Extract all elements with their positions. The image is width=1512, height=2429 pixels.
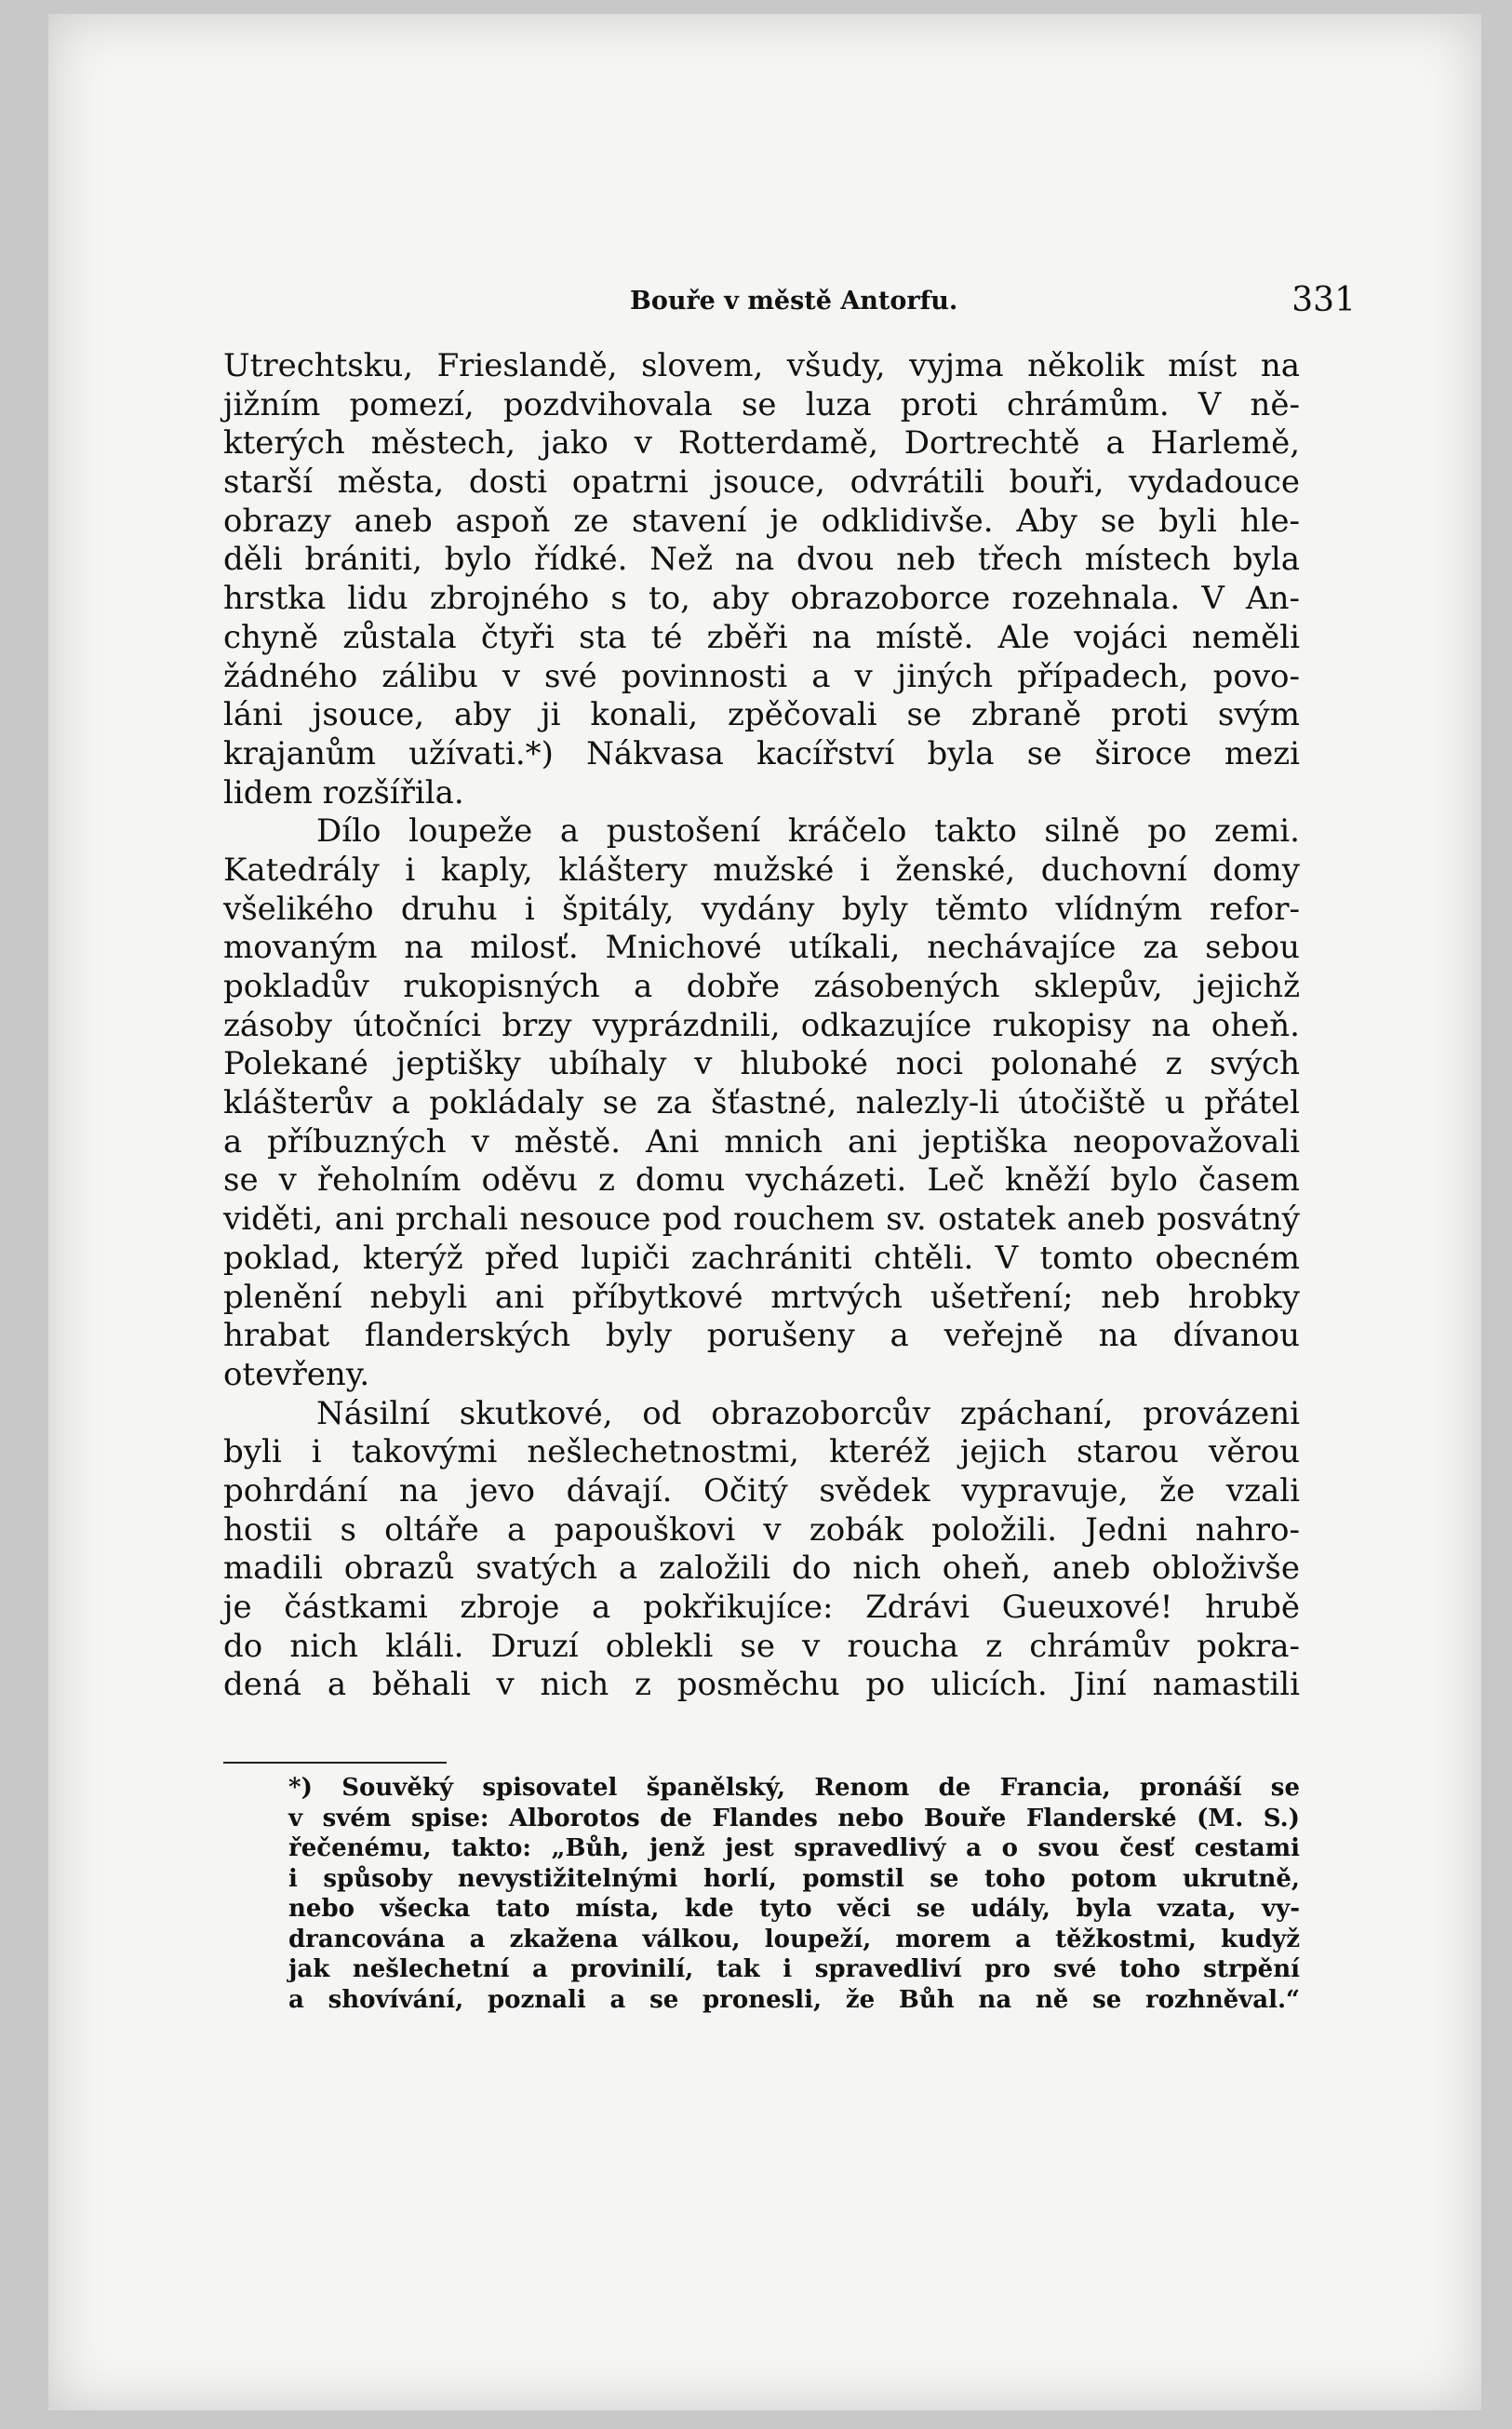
text-line: Polekané jeptišky ubíhaly v hluboké noci polonahé z svých bbox=[223, 1045, 1300, 1083]
page-header bbox=[630, 281, 1356, 324]
footnote bbox=[288, 1773, 1300, 2015]
text-line: žádného zálibu v své povinnosti a v jiných případech, povo- bbox=[223, 657, 1300, 695]
text-line: poklad, kterýž před lupiči zachrániti chtěli. V tomto obecném bbox=[223, 1239, 1300, 1277]
text-line: madili obrazů svatých a založili do nich oheň, aneb obloživše bbox=[223, 1550, 1300, 1588]
text-line: jižním pomezí, pozdvihovala se luza proti chrámům. V ně- bbox=[223, 385, 1300, 423]
text-line: obrazy aneb aspoň ze stavení je odklidivše. Aby se byli hle- bbox=[223, 502, 1300, 540]
footnote-line: i spůsoby nevystižitelnými horlí, pomstil se toho potom ukrutně, bbox=[288, 1864, 1300, 1893]
footnote-rule bbox=[223, 1762, 447, 1764]
text-line: lidem rozšířila. bbox=[223, 773, 464, 812]
footnote-line: řečenému, takto: „Bůh, jenž jest spravedlivý a o svou česť cestami bbox=[288, 1834, 1300, 1862]
page-number: 331 bbox=[1291, 281, 1356, 319]
text-line: pokladův rukopisných a dobře zásobených sklepův, jejichž bbox=[223, 968, 1300, 1005]
running-title: Bouře v městě Antorfu. bbox=[630, 287, 958, 315]
text-line: Dílo loupeže a pustošení kráčelo takto silně po zemi. bbox=[316, 812, 1300, 851]
footnote-line: drancována a zkažena válkou, loupeží, morem a těžkostmi, kudyž bbox=[288, 1925, 1300, 1953]
text-line: starší města, dosti opatrni jsouce, odvrátili bouři, vydadouce bbox=[223, 463, 1300, 502]
text-line: byli i takovými nešlechetnostmi, kteréž jejich starou věrou bbox=[223, 1433, 1300, 1471]
text-line: Katedrály i kaply, kláštery mužské i ženské, duchovní domy bbox=[223, 851, 1300, 889]
body-text bbox=[223, 347, 1300, 1705]
text-line: je částkami zbroje a pokřikujíce: Zdrávi Gueuxové! hrubě bbox=[223, 1589, 1300, 1626]
text-line: Násilní skutkové, od obrazoborcův zpáchaní, provázeni bbox=[316, 1394, 1300, 1432]
text-line: Utrechtsku, Frieslandě, slovem, všudy, vyjma několik míst na bbox=[223, 347, 1300, 384]
footnote-line: jak nešlechetní a provinilí, tak i spravedliví pro své toho strpění bbox=[288, 1955, 1300, 1983]
text-line: krajanům užívati.*) Nákvasa kacířství byla se široce mezi bbox=[223, 734, 1300, 772]
text-line: do nich kláli. Druzí oblekli se v roucha z chrámův pokra- bbox=[223, 1627, 1300, 1665]
text-line: pohrdání na jevo dávají. Očitý svědek vypravuje, že vzali bbox=[223, 1471, 1300, 1510]
text-line: viděti, ani prchali nesouce pod rouchem sv. ostatek aneb posvátný bbox=[223, 1201, 1300, 1239]
footnote-line: nebo všecka tato místa, kde tyto věci se udály, byla vzata, vy- bbox=[288, 1895, 1300, 1923]
text-line: chyně zůstala čtyři sta té zběři na místě. Ale vojáci neměli bbox=[223, 618, 1300, 656]
text-line: kterých městech, jako v Rotterdamě, Dortrechtě a Harlemě, bbox=[223, 424, 1300, 463]
text-line: movaným na milosť. Mnichové utíkali, nechávajíce za sebou bbox=[223, 929, 1300, 967]
text-line: a příbuzných v městě. Ani mnich ani jeptiška neopovažovali bbox=[223, 1122, 1300, 1161]
text-line: hostii s oltáře a papouškovi v zobák položili. Jedni nahro- bbox=[223, 1510, 1300, 1549]
text-line: klášterův a pokládaly se za šťastné, nalezly-li útočiště u přátel bbox=[223, 1084, 1300, 1122]
text-line: hrabat flanderských byly porušeny a veřejně na dívanou bbox=[223, 1317, 1300, 1355]
text-line: všelikého druhu i špitály, vydány byly těmto vlídným refor- bbox=[223, 890, 1300, 928]
footnote-line: v svém spise: Alborotos de Flandes nebo Bouře Flanderské (M. S.) bbox=[288, 1804, 1300, 1832]
text-line: se v řeholním oděvu z domu vycházeti. Leč kněží bylo časem bbox=[223, 1161, 1300, 1200]
text-line: zásoby útočníci brzy vyprázdnili, odkazujíce rukopisy na oheň. bbox=[223, 1006, 1300, 1044]
text-line: otevřeny. bbox=[223, 1355, 370, 1393]
footnote-line: *) Souvěký spisovatel španělský, Renom de Francia, pronáší se bbox=[288, 1774, 1300, 1802]
text-line: láni jsouce, aby ji konali, zpěčovali se zbraně proti svým bbox=[223, 696, 1300, 734]
text-line: hrstka lidu zbrojného s to, aby obrazoborce rozehnala. V An- bbox=[223, 580, 1300, 618]
text-line: dená a běhali v nich z posměchu po ulicích. Jiní namastili bbox=[223, 1666, 1300, 1704]
text-line: děli brániti, bylo řídké. Než na dvou neb třech místech byla bbox=[223, 541, 1300, 579]
text-line: plenění nebyli ani příbytkové mrtvých ušetření; neb hrobky bbox=[223, 1278, 1300, 1316]
footnote-line: a shovívání, poznali a se pronesli, že Bůh na ně se rozhněval.“ bbox=[288, 1985, 1300, 2014]
